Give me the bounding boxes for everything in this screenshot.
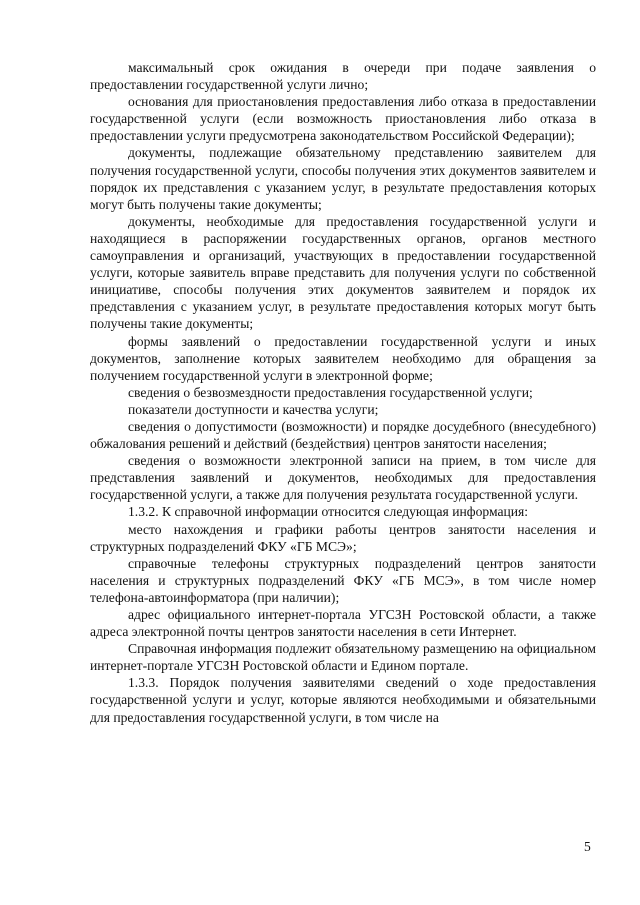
- paragraph: сведения о допустимости (возможности) и порядке досудебного (внесудебного) обжалования решений и действий (бездействия) центров занятости населения;: [90, 418, 596, 452]
- page-number: 5: [584, 839, 591, 854]
- paragraph: адрес официального интернет-портала УГСЗН Ростовской области, а также адреса электронной почты центров занятости населения в сети Интернет.: [90, 607, 596, 640]
- paragraph: документы, необходимые для предоставления государственной услуги и находящиеся в распоряжении государственных органов, органов местного самоуправления и организаций, участвующих в предоставлении государственной услуги, которые заявитель вправе представить для получения услуги по собственной инициативе, способы получения этих документов заявителем и порядок их представления с указанием услуг, в результате предоставления которых могут быть получены такие документы;: [90, 213, 596, 332]
- paragraph: сведения о возможности электронной записи на прием, в том числе для представления заявлений и документов, необходимых для предоставления государственной услуги, а также для получения результата государственной услуги.: [90, 453, 596, 503]
- section-heading: 1.3.2. К справочной информации относится следующая информация:: [128, 504, 529, 520]
- paragraph: сведения о безвозмездности предоставления государственной услуги;: [128, 384, 533, 400]
- section-heading: 1.3.3. Порядок получения заявителями сведений о ходе предоставления государственной услуги и услуг, которые являются необходимыми и обязательными для предоставления государственной услуги, в том числе на: [90, 675, 596, 725]
- paragraph: Справочная информация подлежит обязательному размещению на официальном интернет-портале УГСЗН Ростовской области и Едином портале.: [90, 641, 596, 674]
- paragraph: место нахождения и графики работы центров занятости населения и структурных подразделений ФКУ «ГБ МСЭ»;: [90, 521, 596, 554]
- paragraph: справочные телефоны структурных подразделений центров занятости населения и структурных подразделений ФКУ «ГБ МСЭ», в том числе номер телефона-автоинформатора (при наличии);: [90, 555, 596, 605]
- paragraph: максимальный срок ожидания в очереди при подаче заявления о предоставлении государственной услуги лично;: [90, 60, 596, 93]
- paragraph: основания для приостановления предоставления либо отказа в предоставлении государственной услуги (если возможность приостановления либо отказа в предоставлении услуги предусмотрена законодательством Российской Федерации);: [90, 94, 596, 144]
- paragraph: формы заявлений о предоставлении государственной услуги и иных документов, заполнение которых заявителем необходимо для обращения за получением государственной услуги в электронной форме;: [90, 333, 596, 383]
- document-page: [90, 59, 596, 726]
- paragraph: показатели доступности и качества услуги;: [128, 401, 379, 417]
- paragraph: документы, подлежащие обязательному представлению заявителем для получения государственной услуги, способы получения этих документов заявителем и порядок их представления с указанием услуг, в результате предоставления которых могут быть получены такие документы;: [90, 145, 596, 212]
